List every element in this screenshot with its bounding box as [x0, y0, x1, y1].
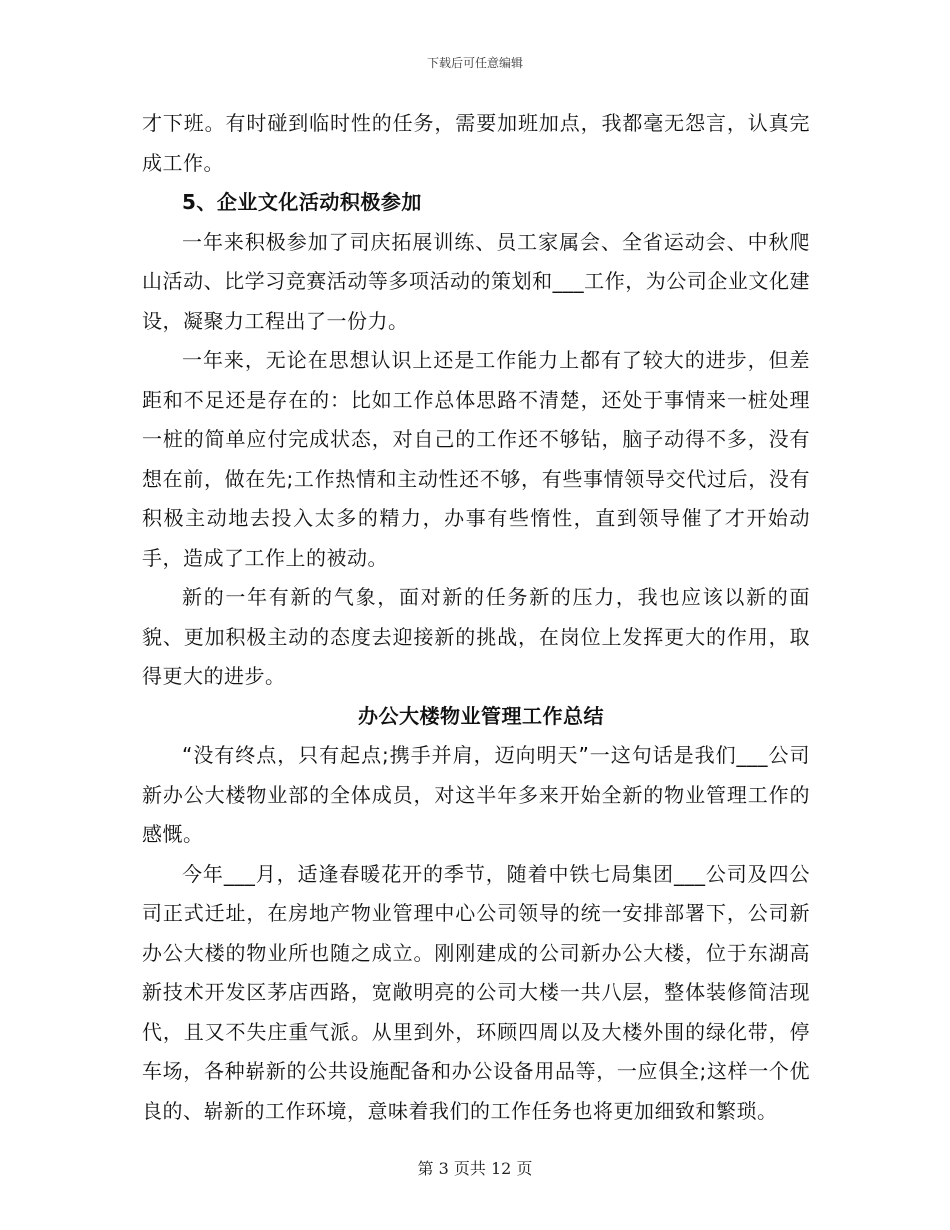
document-body — [142, 104, 810, 1131]
paragraph-continuation: 才下班。有时碰到临时性的任务，需要加班加点，我都毫无怨言，认真完成工作。 — [142, 111, 810, 175]
paragraph-activities: 一年来积极参加了司庆拓展训练、员工家属会、全省运动会、中秋爬山活动、比学习竞赛活动等多项活动的策划和___工作，为公司企业文化建设，凝聚力工程出了一份力。 — [142, 229, 810, 333]
paragraph-quote: “没有终点，只有起点;携手并肩，迈向明天”一这句话是我们___公司新办公大楼物业部的全体成员，对这半年多来开始全新的物业管理工作的感慨。 — [142, 743, 810, 846]
paragraph-building: 今年___月，适逢春暖花开的季节，随着中铁七局集团___公司及四公司正式迁址，在房地产物业管理中心公司领导的统一安排部署下，公司新办公大楼的物业所也随之成立。刚刚建成的公司新办公大楼，位于东湖高新技术开发区茅店西路，宽敞明亮的公司大楼一共八层，整体装修简洁现代，且又不失庄重气派。从里到外，环顾四周以及大楼外围的绿化带，停车场，各种崭新的公共设施配备和办公设备用品等，一应俱全;这样一个优良的、崭新的工作环境，意味着我们的工作任务也将更加细致和繁琐。 — [142, 861, 810, 1123]
page-number: 第 3 页共 12 页 — [417, 1159, 533, 1178]
article-title: 办公大楼物业管理工作总结 — [358, 703, 604, 728]
page-header-note: 下载后可任意编辑 — [426, 56, 523, 70]
section-heading-culture: 5、企业文化活动积极参加 — [182, 190, 422, 214]
paragraph-new-year: 新的一年有新的气象，面对新的任务新的压力，我也应该以新的面貌、更加积极主动的态度去迎接新的挑战，在岗位上发挥更大的作用，取得更大的进步。 — [142, 585, 810, 688]
paragraph-shortcomings: 一年来，无论在思想认识上还是工作能力上都有了较大的进步，但差距和不足还是存在的：比如工作总体思路不清楚，还处于事情来一桩处理一桩的简单应付完成状态，对自己的工作还不够钻，脑子动得不多，没有想在前，做在先;工作热情和主动性还不够，有些事情领导交代过后，没有积极主动地去投入太多的精力，办事有些惰性，直到领导催了才开始动手，造成了工作上的被动。 — [142, 348, 810, 570]
